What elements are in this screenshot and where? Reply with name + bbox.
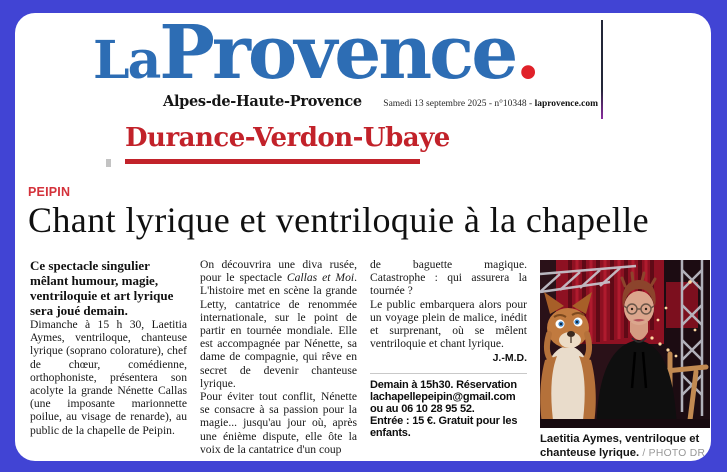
dateline-site: laprovence.com xyxy=(534,99,598,109)
column-1 xyxy=(30,258,187,461)
article-intro: Ce spectacle singulier mêlant humour, magie, ventriloquie et art lyrique sera joué demain. xyxy=(30,258,174,318)
info-line: enfants. xyxy=(370,427,411,440)
column-3 xyxy=(370,258,527,461)
paragraph-text: . L'histoire met en scène la grande Letty, cantatrice de renommée internationale, sur le point de partir en tournée mondiale. Elle est accompagnée par Nénette, sa dame de compagnie, qui rêve en secret de devenir chanteuse lyrique. xyxy=(200,271,358,390)
caption-credit: / PHOTO DR xyxy=(639,447,706,459)
article-paragraph: Pour éviter tout conflit, Nénette se consacre à sa passion pour la magie... jusqu'au jour où, après une énième dispute, elle ôte la voix de la cantatrice d'un coup xyxy=(200,390,357,456)
section-title: Durance-Verdon-Ubaye xyxy=(125,123,450,153)
practical-info-box xyxy=(370,379,527,440)
info-line: Entrée : 15 €. Gratuit pour les xyxy=(370,415,518,428)
article-paragraph: Le public embarquera alors pour un voyage plein de malice, inédit et surprenant, où se mêlent ventriloquie et chant lyrique. xyxy=(370,297,527,351)
logo-la: La xyxy=(93,30,160,91)
info-email: lachapellepeipin@gmail.com xyxy=(370,390,516,403)
section-rule-tick xyxy=(106,159,111,167)
article-photo xyxy=(540,260,710,428)
header-divider-line xyxy=(601,20,603,119)
dateline-text: Samedi 13 septembre 2025 - n°10348 - xyxy=(383,99,535,109)
paragraph-text: On découvrira une diva rusée, pour le spectacle xyxy=(200,258,357,285)
column-2 xyxy=(200,258,357,461)
logo-provence: Provence xyxy=(159,13,516,96)
info-divider xyxy=(370,373,527,374)
edition-label: Alpes-de-Haute-Provence xyxy=(163,93,362,110)
photo-column xyxy=(540,260,710,461)
article-paragraph xyxy=(200,258,357,390)
article-paragraph: de baguette magique. Catastrophe : qui assurera la tournée ? xyxy=(370,258,527,298)
logo-red-dot: . xyxy=(515,13,542,96)
kicker: PEIPIN xyxy=(28,185,71,199)
section-rule xyxy=(125,159,420,164)
info-line: Demain à 15h30. Réservation xyxy=(370,378,517,391)
dateline xyxy=(383,99,598,109)
byline: J.-M.D. xyxy=(492,352,527,365)
headline: Chant lyrique et ventriloquie à la chapelle xyxy=(28,200,649,240)
info-phone: ou au 06 10 28 95 52. xyxy=(370,403,475,416)
spectacle-title-italic: Callas et Moi xyxy=(286,271,355,285)
article-paragraph: Dimanche à 15 h 30, Laetitia Aymes, ventriloque, chanteuse lyrique (soprano colorature), chef de chœur, comédienne, orthophoniste, présentera son acolyte la grande Nénette Callas (une imposante marionnette poilue, au visage de renarde), au public de la chapelle de Peipin. xyxy=(30,318,187,437)
article-columns xyxy=(30,258,706,461)
newspaper-page xyxy=(15,13,711,461)
caption-text: Laetitia Aymes, ventriloque et chanteuse lyrique. xyxy=(540,433,700,459)
masthead-logo xyxy=(93,13,541,101)
photo-caption xyxy=(540,433,710,460)
